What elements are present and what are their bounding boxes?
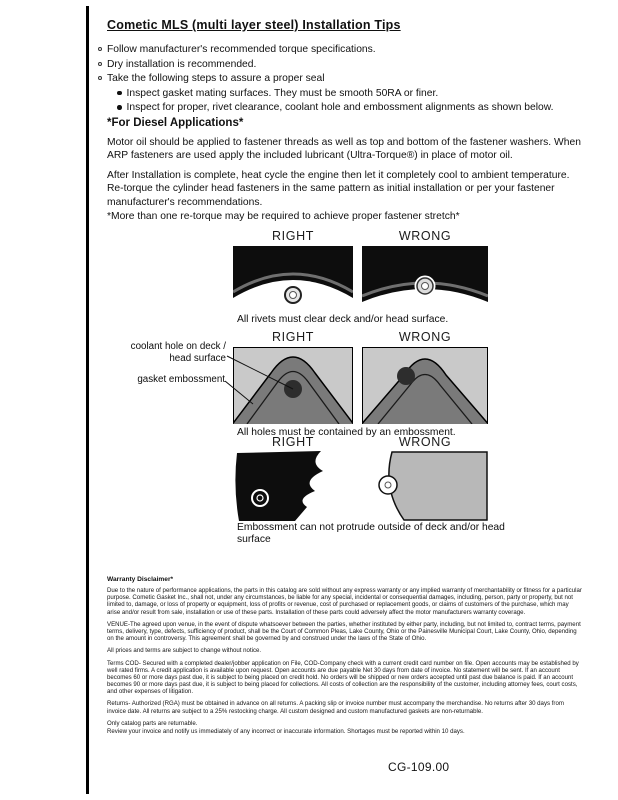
list-item [98, 72, 576, 86]
retorque-note: *More than one re-torque may be required to achieve proper fastener stretch* [107, 211, 460, 222]
list-item-text: Follow manufacturer's recommended torque specifications. [107, 44, 376, 55]
protrusion-wrong-illustration [362, 451, 488, 521]
legal-paragraph: Terms COD- Secured with a completed dealer/jobber application on File, COD-Company check with a current credit card number on file. Open accounts may be established by well rated firms. A credit application is available upon request. Open accounts are due payable Net 30 days from date of invoice. No statement will be sent. If an account becomes 60 or more days past due, it is subject to being placed on credit hold. No orders will be shipped or new orders accepted until past due balance is paid. If an account becomes 90 or more days past due, it is subject to being placed for collections. All costs of collection are the responsibility of the customer, including attorney fees, court costs, and other expenses of litigation. [107, 659, 579, 696]
open-bullet-icon [98, 62, 102, 66]
list-item [98, 43, 576, 57]
open-bullet-icon [98, 76, 102, 80]
list-item [98, 58, 576, 72]
diagram-row2-wrong [362, 347, 488, 424]
row2-caption: All holes must be contained by an embossment. [237, 427, 456, 438]
legal-paragraph: All prices and terms are subject to change without notice. [107, 647, 262, 655]
legal-paragraph: Due to the nature of performance applications, the parts in this catalog are sold without any express warranty or any implied warranty of merchantability or fitness for a particular purpose. Cometic Gasket Inc., shall not, under any circumstances, be liable for any special, incidental or consequential damages, including, person, party or property, but not limited to, damage, or loss of property or equipment, loss of profits or revenue, cost of purchased or replacement goods, or claims of customers of the purchase, which may arise and/or result from sale, installation or use of these parts. Installation of these parts could adversely affect the motor manufacturers warranty coverage. [107, 587, 582, 616]
rivet-clearance-wrong-illustration [362, 246, 488, 310]
installation-tips-list [98, 43, 576, 116]
list-item [98, 101, 576, 115]
row1-wrong-heading: WRONG [398, 229, 452, 243]
legal-paragraph: VENUE-The agreed upon venue, in the event of dispute whatsoever between the parties, whether instituted by either party, including, but not limited to, contract terms, payment terms, delivery, type, defects, sufficiency of product, shall be the Court of Common Pleas, Lake County, Ohio or the Painesville Municipal Court, Lake County, Ohio, depending on the amount in controversy. This agreement shall be governed by and construed under the laws of the State of Ohio. [107, 620, 581, 643]
gasket-embossment-label: gasket embossment [137, 374, 225, 385]
row3-caption: Embossment can not protrude outside of deck and/or head surface [237, 522, 505, 546]
list-item-text: Take the following steps to assure a proper seal [107, 73, 325, 85]
row3-wrong-heading: WRONG [398, 435, 452, 449]
diagram-row3-right [233, 451, 353, 521]
diagram-row1-wrong [362, 246, 488, 310]
coolant-hole-label: coolant hole on deck / head surface [130, 341, 226, 364]
legal-paragraph: Only catalog parts are returnable. [107, 719, 198, 727]
row2-wrong-heading: WRONG [398, 330, 452, 344]
diesel-paragraph-2: After Installation is complete, heat cycle the engine then let it completely cool to ambient temperature. Re-torque the cylinder head fasteners in the same pattern as initial installation or per your fastener manufacturer's recommendations. [107, 170, 570, 208]
list-item-text: Dry installation is recommended. [107, 58, 257, 70]
protrusion-right-illustration [233, 451, 353, 521]
row1-right-heading: RIGHT [272, 229, 314, 243]
list-item-text: Inspect for proper, rivet clearance, coolant hole and embossment alignments as shown below. [126, 102, 554, 114]
diesel-applications-heading: *For Diesel Applications* [107, 117, 244, 129]
page-number: CG-109.00 [388, 760, 450, 774]
filled-bullet-icon [117, 105, 122, 110]
legal-paragraph: Returns- Authorized (RGA) must be obtained in advance on all returns. A packing slip or invoice number must accompany the merchandise. No returns after 30 days from invoice date. All returns are subject to a 25% restocking charge. All custom designed and custom manufactured gaskets are non-returnable. [107, 700, 564, 715]
diagram-row2-right [233, 347, 353, 424]
diagram-row3-wrong [362, 451, 488, 521]
embossment-containment-right-illustration [233, 347, 353, 424]
filled-bullet-icon [117, 91, 122, 96]
warranty-disclaimer-heading: Warranty Disclaimer* [107, 576, 174, 583]
rivet-clearance-right-illustration [233, 246, 353, 310]
diesel-paragraph-1: Motor oil should be applied to fastener threads as well as top and bottom of the fastener washers. When ARP fasteners are used apply the included lubricant (Ultra-Torque®) in place of motor oil. [107, 137, 581, 162]
row3-right-heading: RIGHT [272, 435, 314, 449]
open-bullet-icon [98, 47, 102, 51]
page-title: Cometic MLS (multi layer steel) Installation Tips [107, 18, 401, 32]
legal-paragraph: Review your invoice and notify us immediately of any incorrect or inaccurate information. Shortages must be reported within 10 days. [107, 728, 465, 735]
row2-right-heading: RIGHT [272, 330, 314, 344]
page-left-rule [86, 6, 89, 794]
list-item [98, 87, 576, 101]
embossment-containment-wrong-illustration [362, 347, 488, 424]
diagram-row1-right [233, 246, 353, 310]
list-item-text: Inspect gasket mating surfaces. They must be smooth 50RA or finer. [126, 87, 439, 99]
row1-caption: All rivets must clear deck and/or head surface. [237, 314, 449, 325]
legal-text-block [107, 587, 583, 740]
